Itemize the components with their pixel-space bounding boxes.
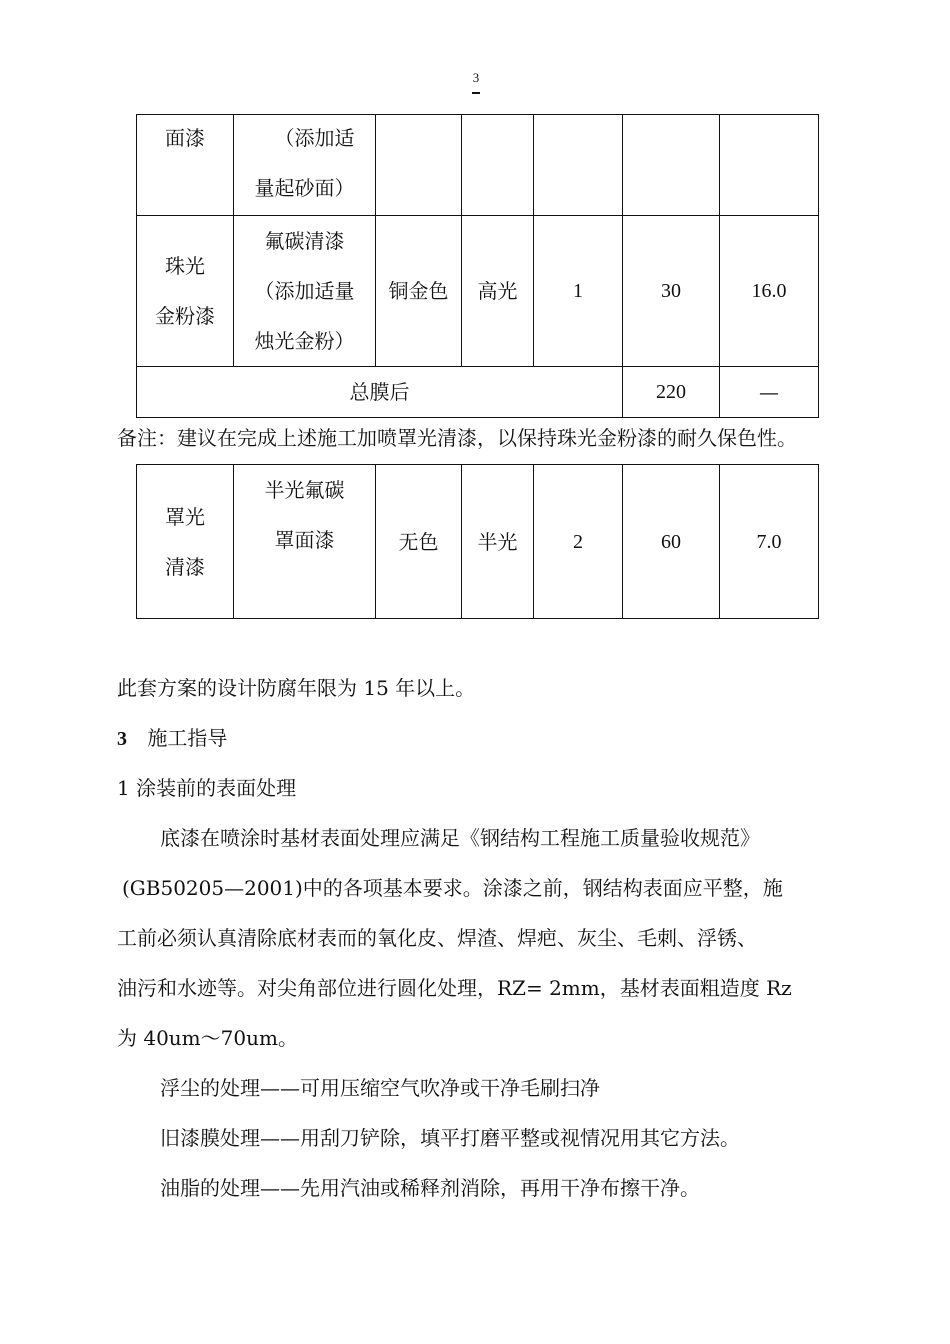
table-row [137, 216, 819, 367]
paragraph-line: (GB50205—2001)中的各项基本要求。涂漆之前，钢结构表面应平整，施 [122, 876, 783, 900]
table-cell [376, 115, 462, 216]
cell-line: 烛光金粉） [254, 329, 355, 353]
table-cell: 2 [534, 465, 623, 619]
table-cell [234, 115, 376, 216]
table-cell: 无色 [376, 465, 462, 619]
table-cell: 60 [623, 465, 720, 619]
table-row [137, 465, 819, 619]
paragraph-line: 工前必须认真清除底材表而的氧化皮、焊渣、焊疤、灰尘、毛刺、浮锈、 [117, 926, 757, 950]
table-cell [234, 465, 376, 619]
note-text: 备注：建议在完成上述施工加喷罩光清漆，以保持珠光金粉漆的耐久保色性。 [117, 426, 797, 450]
cell-line: 罩光 [165, 504, 205, 529]
table-cell [137, 465, 234, 619]
table-cell [234, 216, 376, 367]
table-cell: 16.0 [720, 216, 819, 367]
cell-line: （添加适量 [254, 279, 355, 303]
total-value: 220 [623, 367, 720, 418]
total-label: 总膜后 [137, 367, 623, 418]
cell-line: 量起砂面） [254, 176, 355, 200]
cell-line: 珠光 [165, 254, 205, 278]
cell-line: 金粉漆 [155, 304, 215, 328]
table-cell [137, 115, 234, 216]
cell-line: 清漆 [165, 554, 205, 579]
coating-table-1 [136, 114, 819, 418]
paragraph-line: 底漆在喷涂时基材表面处理应满足《钢结构工程施工质量验收规范》 [160, 826, 760, 850]
page-number-underline [472, 92, 480, 94]
cell-line: 半光氟碳 [264, 478, 345, 502]
paragraph-line: 浮尘的处理——可用压缩空气吹净或干净毛刷扫净 [160, 1076, 600, 1100]
table-cell: 高光 [462, 216, 534, 367]
page-number: 3 [472, 70, 480, 85]
table-cell [534, 115, 623, 216]
table-row-total [137, 367, 819, 418]
subsection-heading: 1 涂装前的表面处理 [117, 776, 297, 800]
table-cell [137, 216, 234, 367]
table-cell [720, 115, 819, 216]
design-life-text: 此套方案的设计防腐年限为 15 年以上。 [117, 676, 476, 700]
cell-text: 面漆 [165, 126, 205, 150]
table-cell: 7.0 [720, 465, 819, 619]
table-cell [462, 115, 534, 216]
paragraph-line: 油脂的处理——先用汽油或稀释剂消除，再用干净布擦干净。 [160, 1176, 700, 1200]
table-cell: 半光 [462, 465, 534, 619]
table-cell: 1 [534, 216, 623, 367]
coating-table-2 [136, 464, 819, 619]
table-cell: 30 [623, 216, 720, 367]
cell-line: 罩面漆 [274, 528, 335, 552]
section-heading [117, 724, 227, 753]
table-cell [623, 115, 720, 216]
table-row [137, 115, 819, 216]
paragraph-line: 油污和水迹等。对尖角部位进行圆化处理，RZ= 2mm，基材表面粗造度 Rz [117, 976, 792, 1000]
paragraph-line: 为 40um～70um。 [117, 1026, 298, 1050]
paragraph-line: 旧漆膜处理——用刮刀铲除，填平打磨平整或视情况用其它方法。 [160, 1126, 740, 1150]
cell-text-multiline [234, 113, 375, 213]
section-number: 3 [117, 728, 127, 750]
section-title: 施工指导 [147, 726, 228, 750]
table-cell: 铜金色 [376, 216, 462, 367]
cell-line: （添加适 [274, 126, 355, 150]
total-extra: — [720, 367, 819, 418]
cell-line: 氟碳清漆 [264, 229, 345, 253]
